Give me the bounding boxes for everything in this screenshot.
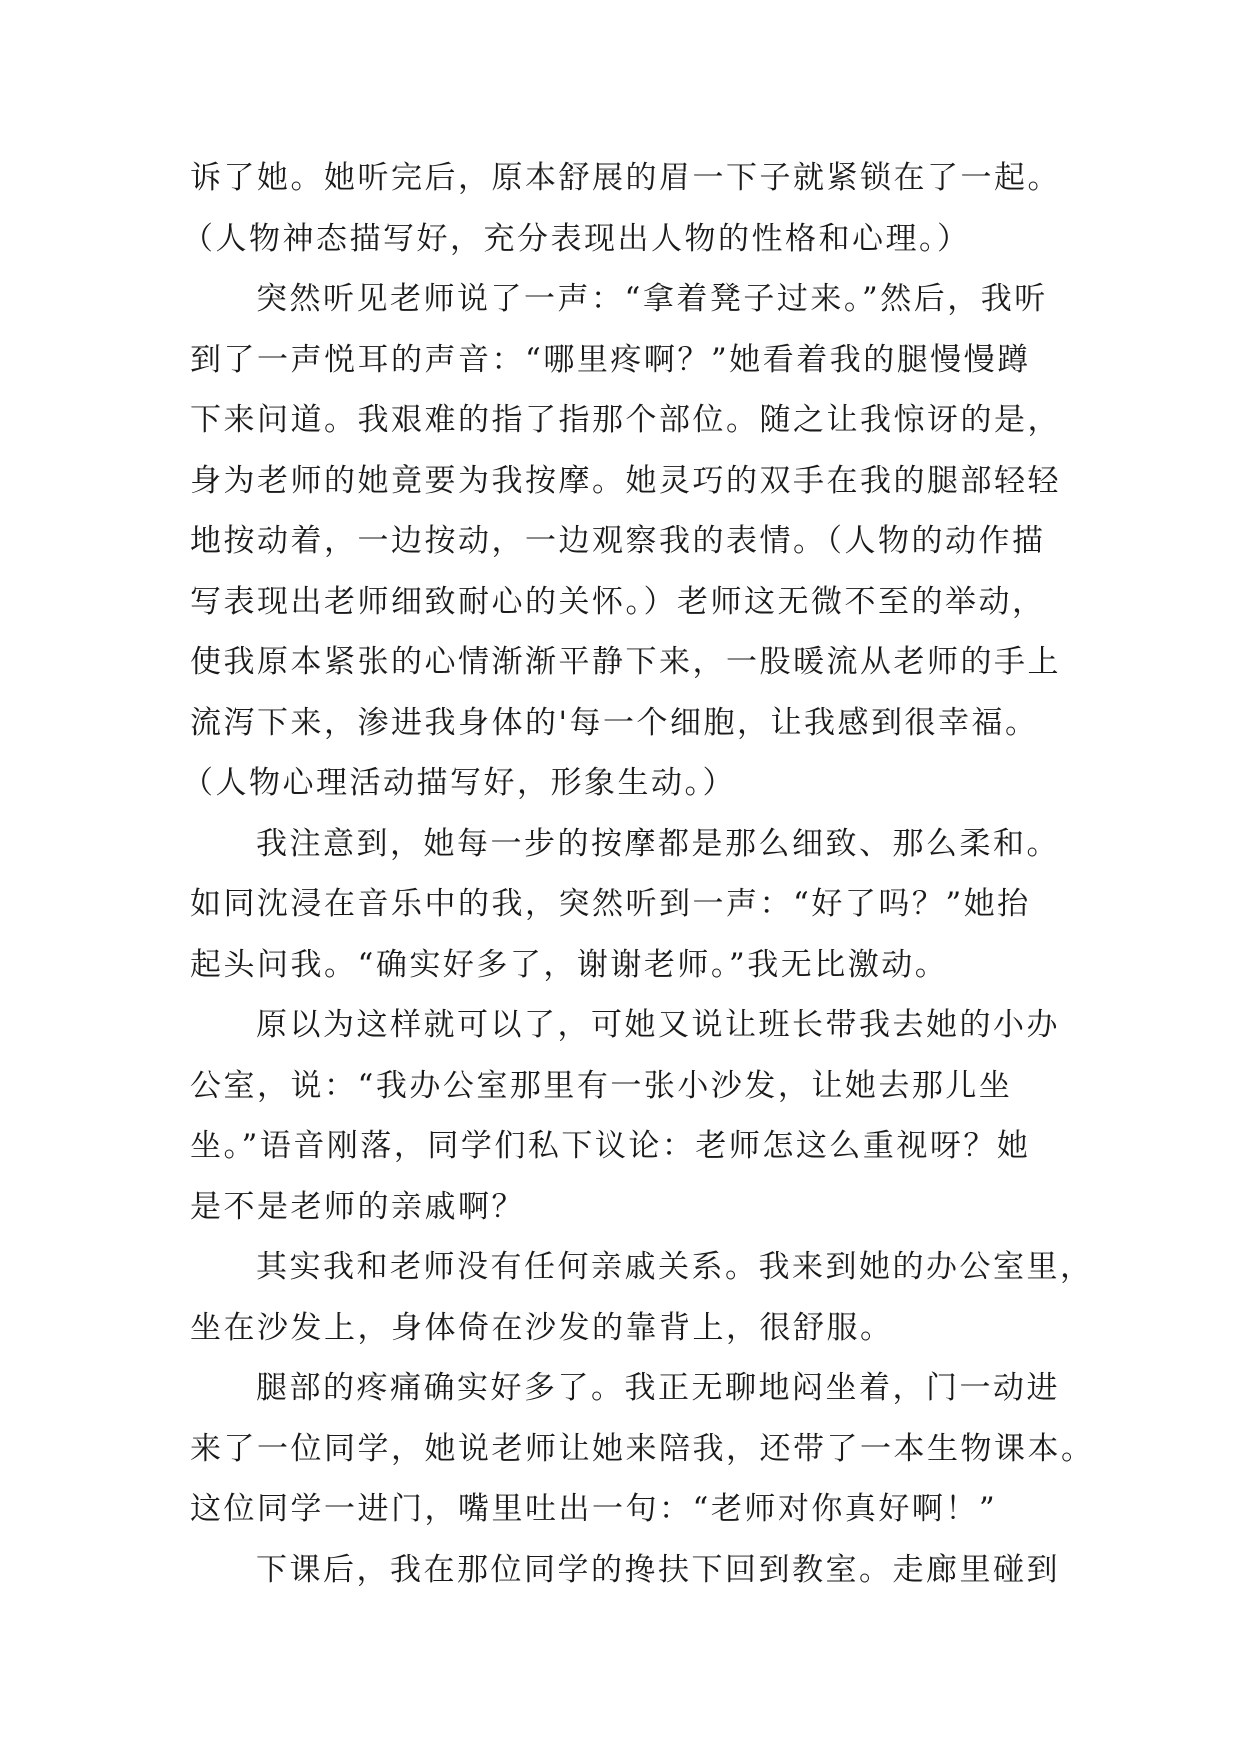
text-line: 坐在沙发上，身体倚在沙发的靠背上，很舒服。 — [190, 1309, 894, 1346]
text-line: 诉了她。她听完后，原本舒展的眉一下子就紧锁在了一起。 — [190, 160, 1061, 196]
text-line: 下来问道。我艰难的指了指那个部位。随之让我惊讶的是， — [190, 402, 1061, 438]
paragraph-start-line: 突然听见老师说了一声：“拿着凳子过来。”然后，我听 — [256, 281, 1048, 317]
text-line: 身为老师的她竟要为我按摩。她灵巧的双手在我的腿部轻轻 — [190, 462, 1061, 499]
text-line: 这位同学一进门，嘴里吐出一句：“老师对你真好啊！” — [190, 1491, 998, 1527]
text-line: 是不是老师的亲戚啊？ — [190, 1188, 525, 1225]
comment-line: （人物心理活动描写好，形象生动。） — [182, 765, 736, 801]
text-line: 公室，说：“我办公室那里有一张小沙发，让她去那儿坐 — [190, 1067, 1013, 1104]
text-line: 地按动着，一边按动，一边观察我的表情。（人物的动作描 — [190, 523, 1046, 559]
essay-body — [182, 148, 1095, 1600]
text-line: 来了一位同学，她说老师让她来陪我，还带了一本生物课本。 — [190, 1430, 1095, 1467]
paragraph-start-line: 腿部的疼痛确实好多了。我正无聊地闷坐着，门一动进 — [256, 1370, 1060, 1406]
paragraph-start-line: 原以为这样就可以了，可她又说让班长带我去她的小办 — [256, 1007, 1060, 1043]
text-line: 写表现出老师细致耐心的关怀。）老师这无微不至的举动， — [190, 583, 1046, 620]
paragraph-start-line: 其实我和老师没有任何亲戚关系。我来到她的办公室里， — [256, 1249, 1094, 1285]
text-line: 流泻下来，渗进我身体的'每一个细胞，让我感到很幸福。 — [190, 704, 1039, 741]
text-line: 如同沈浸在音乐中的我，突然听到一声：“好了吗？”她抬 — [190, 886, 1031, 922]
text-line: 到了一声悦耳的声音：“哪里疼啊？”她看着我的腿慢慢蹲 — [190, 341, 1031, 378]
text-line: 坐。”语音刚落，同学们私下议论：老师怎这么重视呀？她 — [190, 1128, 1031, 1164]
paragraph-start-line: 下课后，我在那位同学的搀扶下回到教室。走廊里碰到 — [256, 1551, 1060, 1588]
paragraph-start-line: 我注意到，她每一步的按摩都是那么细致、那么柔和。 — [256, 825, 1060, 862]
text-line: 使我原本紧张的心情渐渐平静下来，一股暖流从老师的手上 — [190, 644, 1061, 680]
text-line: 起头问我。“确实好多了，谢谢老师。”我无比激动。 — [190, 946, 949, 983]
comment-line: （人物神态描写好，充分表现出人物的性格和心理。） — [182, 220, 971, 257]
